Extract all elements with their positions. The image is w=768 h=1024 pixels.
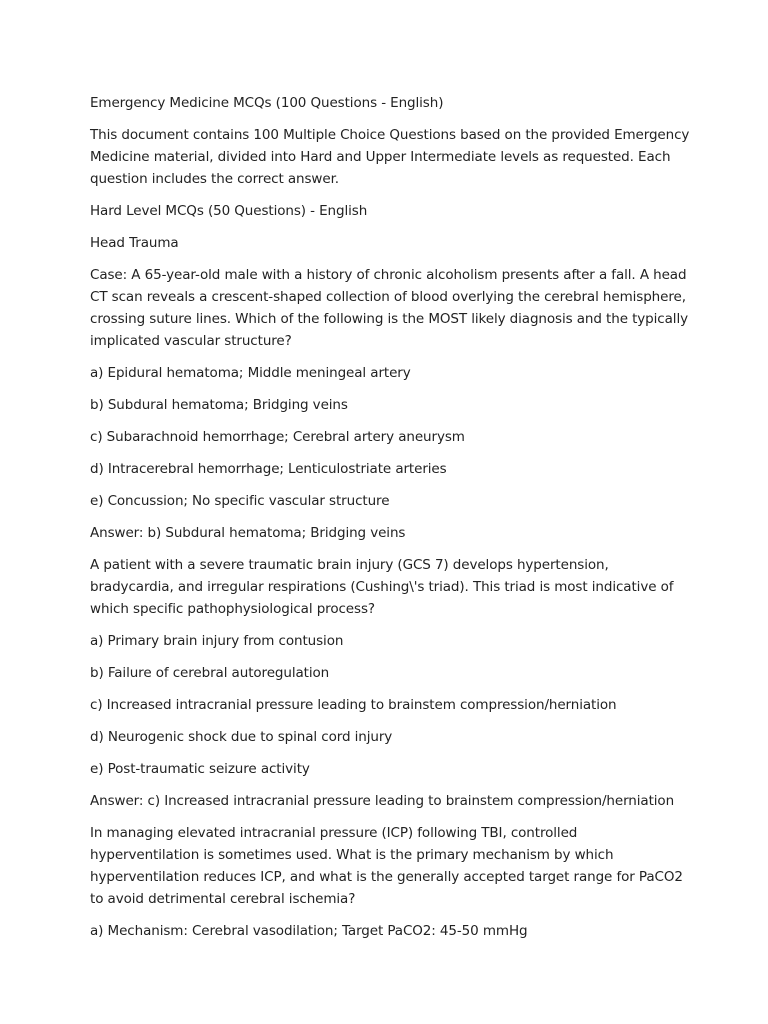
- answer-option: b) Subdural hematoma; Bridging veins: [90, 397, 348, 413]
- section-heading: Hard Level MCQs (50 Questions) - English: [90, 203, 368, 219]
- answer-option: d) Neurogenic shock due to spinal cord injury: [90, 729, 393, 745]
- correct-answer: Answer: c) Increased intracranial pressure leading to brainstem compression/herniation: [90, 793, 675, 809]
- answer-option: c) Subarachnoid hemorrhage; Cerebral artery aneurysm: [90, 429, 465, 445]
- document-page: [90, 92, 690, 952]
- answer-option: c) Increased intracranial pressure leading to brainstem compression/herniation: [90, 697, 617, 713]
- answer-option: b) Failure of cerebral autoregulation: [90, 665, 330, 681]
- intro-paragraph: This document contains 100 Multiple Choice Questions based on the provided Emergency Medicine material, divided into Hard and Upper Intermediate levels as requested. Each question includes the correct answer.: [90, 127, 690, 187]
- question-stem: In managing elevated intracranial pressure (ICP) following TBI, controlled hyperventilation is sometimes used. What is the primary mechanism by which hyperventilation reduces ICP, and what is the generally accepted target range for PaCO2 to avoid detrimental cerebral ischemia?: [90, 825, 683, 907]
- question-stem: A patient with a severe traumatic brain injury (GCS 7) develops hypertension, bradycardia, and irregular respirations (Cushing\'s triad). This triad is most indicative of which specific pathophysiological process?: [90, 557, 674, 617]
- answer-option: e) Post-traumatic seizure activity: [90, 761, 310, 777]
- answer-option: e) Concussion; No specific vascular structure: [90, 493, 390, 509]
- answer-option: a) Epidural hematoma; Middle meningeal artery: [90, 365, 411, 381]
- answer-option: a) Primary brain injury from contusion: [90, 633, 344, 649]
- correct-answer: Answer: b) Subdural hematoma; Bridging veins: [90, 525, 406, 541]
- topic-heading: Head Trauma: [90, 235, 179, 251]
- document-title: Emergency Medicine MCQs (100 Questions - English): [90, 95, 444, 111]
- question-stem: Case: A 65-year-old male with a history of chronic alcoholism presents after a fall. A head CT scan reveals a crescent-shaped collection of blood overlying the cerebral hemisphere, crossing suture lines. Which of the following is the MOST likely diagnosis and the typically implicated vascular structure?: [90, 267, 688, 349]
- answer-option: a) Mechanism: Cerebral vasodilation; Target PaCO2: 45-50 mmHg: [90, 923, 528, 939]
- answer-option: d) Intracerebral hemorrhage; Lenticulostriate arteries: [90, 461, 447, 477]
